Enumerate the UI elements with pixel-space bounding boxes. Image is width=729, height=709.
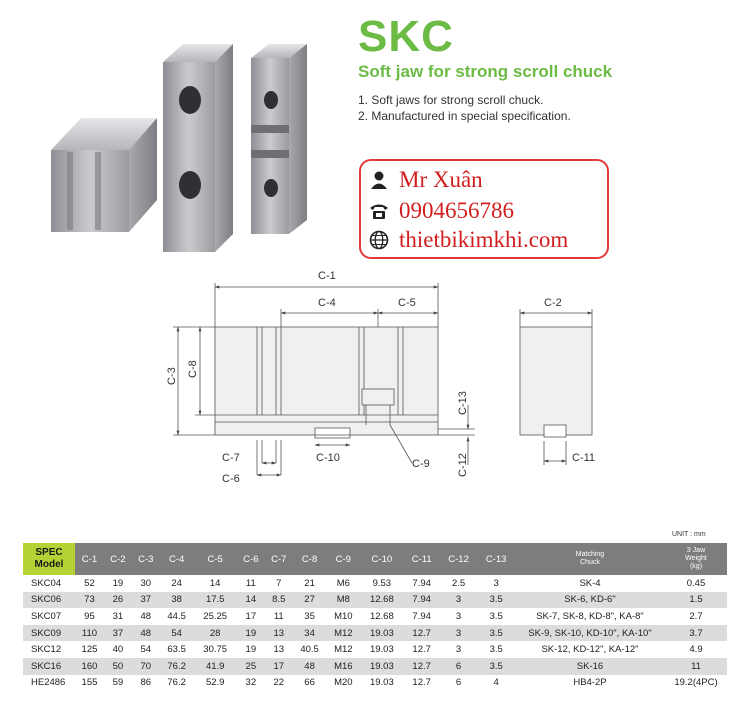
spec-table	[23, 543, 727, 691]
cell-c8: 40.5	[293, 641, 327, 658]
cell-c10: 19.03	[360, 658, 403, 675]
dim-c3: C-3	[166, 367, 178, 385]
cell-matching-chuck: HB4-2P	[515, 675, 665, 692]
cell-c5: 30.75	[194, 641, 237, 658]
cell-c1: 155	[75, 675, 104, 692]
cell-c13: 3.5	[477, 625, 515, 642]
header-c13: C-13	[477, 543, 515, 575]
cell-weight: 1.5	[665, 592, 727, 609]
header-weight: 3 Jaw Weight (kg)	[665, 543, 727, 575]
cell-c5: 52.9	[194, 675, 237, 692]
cell-model: SKC06	[23, 592, 75, 609]
cell-weight: 11	[665, 658, 727, 675]
cell-c6: 17	[237, 608, 265, 625]
header-c5: C-5	[194, 543, 237, 575]
header-c3: C-3	[132, 543, 160, 575]
header-c12: C-12	[440, 543, 478, 575]
cell-matching-chuck: SK-16	[515, 658, 665, 675]
cell-c2: 40	[104, 641, 132, 658]
cell-model: SKC07	[23, 608, 75, 625]
technical-drawing	[0, 265, 729, 490]
header-c11: C-11	[404, 543, 440, 575]
table-body	[23, 575, 727, 691]
table-row	[23, 575, 727, 592]
cell-c5: 17.5	[194, 592, 237, 609]
cell-matching-chuck: SK-9, SK-10, KD-10", KA-10"	[515, 625, 665, 642]
cell-c7: 11	[265, 608, 293, 625]
cell-c10: 19.03	[360, 625, 403, 642]
cell-c10: 19.03	[360, 641, 403, 658]
cell-c8: 48	[293, 658, 327, 675]
cell-c10: 19.03	[360, 675, 403, 692]
cell-c9: M10	[326, 608, 360, 625]
feature-item: 2. Manufactured in special specification.	[358, 109, 571, 123]
cell-c13: 3	[477, 575, 515, 592]
cell-matching-chuck: SK-12, KD-12", KA-12"	[515, 641, 665, 658]
cell-c8: 66	[293, 675, 327, 692]
contact-name-row	[369, 167, 483, 193]
cell-c4: 54	[160, 625, 194, 642]
cell-c6: 19	[237, 641, 265, 658]
cell-c13: 3.5	[477, 641, 515, 658]
dim-c7: C-7	[222, 452, 240, 464]
dim-c11: C-11	[572, 452, 596, 464]
cell-c8: 27	[293, 592, 327, 609]
cell-c11: 7.94	[404, 608, 440, 625]
cell-c7: 22	[265, 675, 293, 692]
cell-c1: 73	[75, 592, 104, 609]
cell-c12: 6	[440, 658, 478, 675]
cell-c6: 14	[237, 592, 265, 609]
cell-c1: 160	[75, 658, 104, 675]
cell-c3: 37	[132, 592, 160, 609]
cell-c8: 34	[293, 625, 327, 642]
cell-c4: 38	[160, 592, 194, 609]
cell-c6: 19	[237, 625, 265, 642]
cell-c10: 9.53	[360, 575, 403, 592]
cell-model: SKC04	[23, 575, 75, 592]
cell-c12: 2.5	[440, 575, 478, 592]
cell-c12: 3	[440, 608, 478, 625]
contact-box	[359, 159, 609, 259]
cell-c7: 7	[265, 575, 293, 592]
cell-weight: 3.7	[665, 625, 727, 642]
person-icon	[369, 170, 389, 190]
jaw-tall	[163, 44, 233, 252]
dim-c13: C-13	[457, 391, 469, 415]
table-row	[23, 658, 727, 675]
table-row	[23, 641, 727, 658]
cell-c7: 13	[265, 641, 293, 658]
cell-c2: 50	[104, 658, 132, 675]
cell-c11: 7.94	[404, 575, 440, 592]
cell-matching-chuck: SK-4	[515, 575, 665, 592]
cell-c4: 63.5	[160, 641, 194, 658]
cell-c4: 76.2	[160, 675, 194, 692]
cell-model: HE2486	[23, 675, 75, 692]
cell-c9: M12	[326, 641, 360, 658]
cell-c12: 3	[440, 592, 478, 609]
cell-c3: 70	[132, 658, 160, 675]
cell-c10: 12.68	[360, 592, 403, 609]
cell-c8: 35	[293, 608, 327, 625]
feature-list	[358, 92, 571, 124]
dim-c4: C-4	[318, 297, 336, 309]
cell-c3: 30	[132, 575, 160, 592]
cell-matching-chuck: SK-7, SK-8, KD-8", KA-8"	[515, 608, 665, 625]
dim-c10: C-10	[316, 452, 340, 464]
dim-c9: C-9	[412, 458, 430, 470]
cell-c9: M6	[326, 575, 360, 592]
side-view-body	[520, 327, 592, 435]
cell-c13: 3.5	[477, 658, 515, 675]
cell-c7: 13	[265, 625, 293, 642]
unit-label: UNIT : mm	[672, 531, 706, 538]
product-photo	[45, 30, 345, 265]
contact-name: Mr Xuân	[399, 167, 483, 192]
dim-c8: C-8	[187, 360, 199, 378]
cell-c2: 59	[104, 675, 132, 692]
dim-c5: C-5	[398, 297, 416, 309]
table-row	[23, 675, 727, 692]
header-matching-chuck: Matching Chuck	[515, 543, 665, 575]
cell-c7: 8.5	[265, 592, 293, 609]
contact-website[interactable]: thietbikimkhi.com	[399, 227, 569, 252]
cell-c11: 7.94	[404, 592, 440, 609]
cell-c1: 95	[75, 608, 104, 625]
globe-icon	[369, 230, 389, 250]
cell-c10: 12.68	[360, 608, 403, 625]
cell-c13: 4	[477, 675, 515, 692]
cell-c11: 12.7	[404, 625, 440, 642]
header-c9: C-9	[326, 543, 360, 575]
cell-weight: 0.45	[665, 575, 727, 592]
cell-weight: 2.7	[665, 608, 727, 625]
cell-c6: 32	[237, 675, 265, 692]
cell-c6: 25	[237, 658, 265, 675]
cell-c2: 31	[104, 608, 132, 625]
cell-c3: 86	[132, 675, 160, 692]
cell-c1: 125	[75, 641, 104, 658]
cell-c11: 12.7	[404, 675, 440, 692]
feature-item: 1. Soft jaws for strong scroll chuck.	[358, 93, 544, 107]
cell-c3: 48	[132, 608, 160, 625]
cell-c5: 25.25	[194, 608, 237, 625]
header-c8: C-8	[293, 543, 327, 575]
header-c7: C-7	[265, 543, 293, 575]
cell-c1: 110	[75, 625, 104, 642]
contact-web-row	[369, 227, 568, 253]
cell-c9: M12	[326, 625, 360, 642]
cell-c2: 26	[104, 592, 132, 609]
cell-c4: 76.2	[160, 658, 194, 675]
header-c4: C-4	[160, 543, 194, 575]
cell-c5: 14	[194, 575, 237, 592]
header-model: SPEC Model	[23, 543, 75, 575]
cell-weight: 4.9	[665, 641, 727, 658]
cell-c3: 54	[132, 641, 160, 658]
cell-c5: 28	[194, 625, 237, 642]
cell-model: SKC09	[23, 625, 75, 642]
header-c6: C-6	[237, 543, 265, 575]
cell-model: SKC12	[23, 641, 75, 658]
cell-c12: 3	[440, 625, 478, 642]
cell-model: SKC16	[23, 658, 75, 675]
dim-c2: C-2	[544, 297, 562, 309]
cell-c4: 44.5	[160, 608, 194, 625]
cell-c9: M16	[326, 658, 360, 675]
header-c1: C-1	[75, 543, 104, 575]
cell-c11: 12.7	[404, 658, 440, 675]
cell-c12: 6	[440, 675, 478, 692]
product-title: SKC	[358, 12, 454, 61]
dim-c1: C-1	[318, 270, 336, 282]
cell-c12: 3	[440, 641, 478, 658]
dim-c6: C-6	[222, 473, 240, 485]
table-header-row	[23, 543, 727, 575]
jaw-small	[51, 118, 157, 232]
cell-c6: 11	[237, 575, 265, 592]
dim-c12: C-12	[457, 453, 469, 477]
cell-c9: M8	[326, 592, 360, 609]
cell-c5: 41.9	[194, 658, 237, 675]
cell-c11: 12.7	[404, 641, 440, 658]
contact-phone-row	[369, 198, 514, 224]
cell-matching-chuck: SK-6, KD-6"	[515, 592, 665, 609]
telephone-icon	[369, 201, 389, 221]
cell-c4: 24	[160, 575, 194, 592]
table-row	[23, 625, 727, 642]
cell-c2: 19	[104, 575, 132, 592]
cell-c13: 3.5	[477, 592, 515, 609]
header-c2: C-2	[104, 543, 132, 575]
cell-c13: 3.5	[477, 608, 515, 625]
table-row	[23, 592, 727, 609]
cell-c2: 37	[104, 625, 132, 642]
cell-c1: 52	[75, 575, 104, 592]
product-subtitle: Soft jaw for strong scroll chuck	[358, 62, 613, 81]
front-view-body	[215, 327, 438, 435]
cell-c3: 48	[132, 625, 160, 642]
cell-c8: 21	[293, 575, 327, 592]
header-c10: C-10	[360, 543, 403, 575]
cell-c9: M20	[326, 675, 360, 692]
cell-weight: 19.2(4PC)	[665, 675, 727, 692]
table-row	[23, 608, 727, 625]
cell-c7: 17	[265, 658, 293, 675]
jaw-side	[251, 44, 307, 234]
contact-phone[interactable]: 0904656786	[399, 198, 514, 223]
